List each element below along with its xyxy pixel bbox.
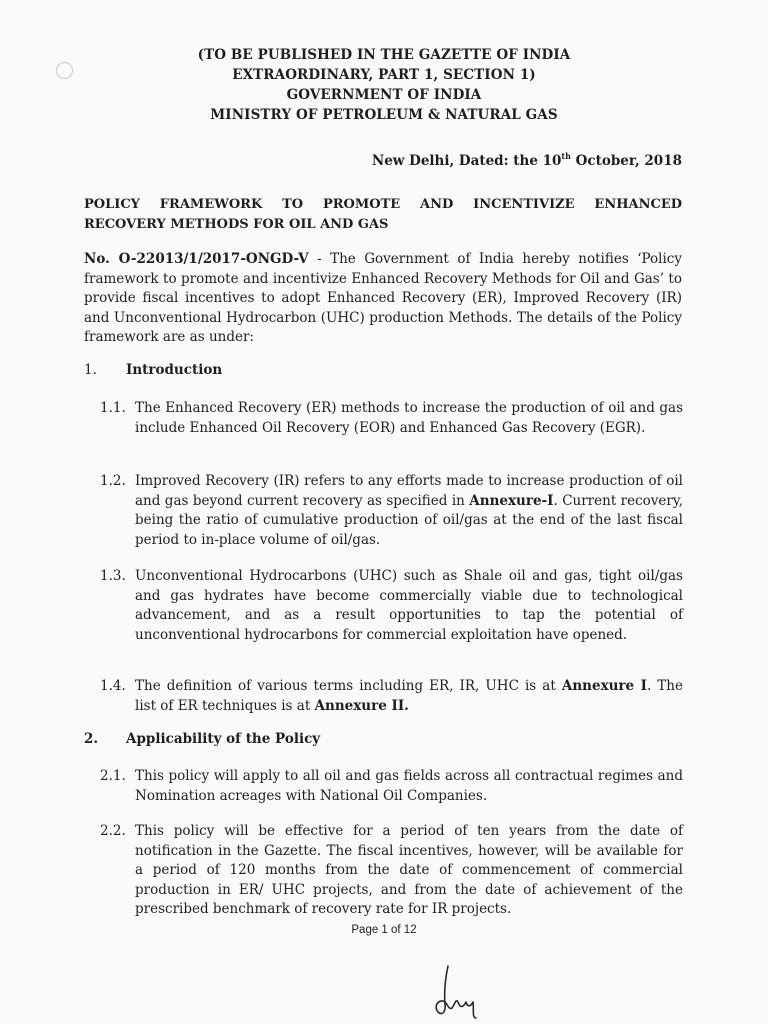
clause-number: 2.1. (100, 768, 126, 784)
date-prefix: New Delhi, Dated: the 10 (371, 153, 562, 169)
clause-2-2 (100, 822, 683, 920)
header-line-3: GOVERNMENT OF INDIA (286, 87, 482, 103)
annexure-reference: Annexure II. (314, 697, 409, 714)
handwritten-initials-icon (430, 962, 500, 1020)
section-heading-applicability (84, 731, 320, 747)
issue-date (372, 146, 682, 171)
header-line-4: MINISTRY OF PETROLEUM & NATURAL GAS (210, 107, 558, 123)
annexure-reference: Annexure-I (469, 492, 554, 509)
section-number: 2. (84, 731, 99, 747)
clause-text-part: . Current recovery, being the ratio of cumulative production of oil/gas at the end of the last fiscal period to in-place volume of oil/gas. (135, 492, 683, 548)
clause-text: The Enhanced Recovery (ER) methods to increase the production of oil and gas include Enhanced Oil Recovery (EOR) and Enhanced Gas Recovery (EGR). (135, 400, 683, 436)
section-title: Introduction (126, 362, 223, 378)
clause-number: 1.1. (100, 400, 126, 416)
reference-number: No. O-22013/1/2017-ONGD-V (84, 251, 309, 267)
clause-number: 1.4. (100, 678, 126, 694)
policy-title (84, 195, 682, 235)
section-heading-introduction (84, 362, 222, 378)
gazette-header (0, 45, 768, 125)
annexure-reference: Annexure I (561, 678, 647, 694)
clause-text-part: Improved Recovery (IR) refers to any efforts made to increase production of oil and gas beyond current recovery as specified in (135, 473, 683, 509)
clause-text (135, 472, 683, 550)
clause-2-1 (100, 767, 683, 806)
intro-paragraph (84, 250, 682, 348)
clause-number: 1.2. (100, 473, 126, 489)
clause-text-part: . The list of ER techniques is at (135, 678, 683, 714)
clause-number: 1.3. (100, 568, 126, 584)
clause-1-3 (100, 567, 683, 645)
clause-1-1 (100, 399, 683, 438)
clause-number: 2.2. (100, 823, 126, 839)
date-suffix: October, 2018 (570, 153, 682, 169)
clause-1-4 (100, 677, 683, 716)
header-line-1: (TO BE PUBLISHED IN THE GAZETTE OF INDIA (197, 47, 571, 63)
clause-text: This policy will be effective for a period of ten years from the date of notification in the Gazette. The fiscal incentives, however, will be available for a period of 120 months from the date of commencement of commercial production in ER/ UHC projects, and from the date of achievement of the prescribed benchmark of recovery rate for IR projects. (135, 823, 683, 917)
section-title: Applicability of the Policy (126, 731, 321, 747)
page-number: Page 1 of 12 (351, 924, 417, 936)
title-line-2: RECOVERY METHODS FOR OIL AND GAS (84, 217, 389, 232)
clause-text: This policy will apply to all oil and gas fields across all contractual regimes and Nomination acreages with National Oil Companies. (135, 768, 683, 804)
header-line-2: EXTRAORDINARY, PART 1, SECTION 1) (232, 67, 536, 83)
title-line-1: POLICY FRAMEWORK TO PROMOTE AND INCENTIVIZE ENHANCED (84, 197, 682, 212)
clause-1-2 (100, 472, 683, 550)
clause-text-part: The definition of various terms including ER, IR, UHC is at (135, 678, 562, 694)
intro-text: - The Government of India hereby notifies ‘Policy framework to promote and incentivize Enhanced Recovery Methods for Oil and Gas’ to provide fiscal incentives to adopt Enhanced Recovery (ER), Improved Recovery (IR) and Unconventional Hydrocarbon (UHC) production Methods. The details of the Policy framework are as under: (84, 251, 682, 346)
clause-text: Unconventional Hydrocarbons (UHC) such as Shale oil and gas, tight oil/gas and gas hydrates have become commercially viable due to technological advancement, and as a result opportunities to tap the potential of unconventional hydrocarbons for commercial exploitation have opened. (135, 568, 683, 643)
section-number: 1. (84, 362, 97, 378)
date-ordinal: th (561, 151, 571, 161)
clause-text (135, 677, 683, 716)
